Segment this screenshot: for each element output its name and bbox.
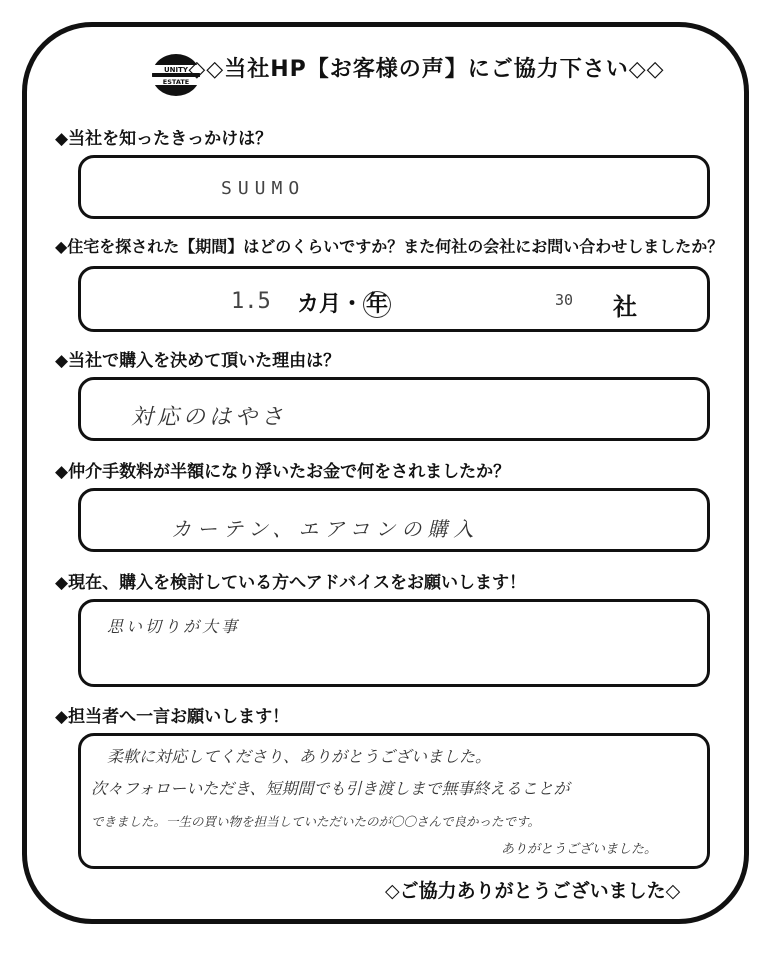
footer-thanks: ◇ご協力ありがとうございました◇ bbox=[385, 880, 681, 902]
page-title: ◇◇当社HP【お客様の声】にご協力下さい◇◇ bbox=[188, 57, 665, 82]
question-savings: ◆仲介手数料が半額になり浮いたお金で何をされましたか？ bbox=[55, 462, 511, 482]
logo-text-top: UNITY bbox=[164, 66, 188, 74]
period-units: カ月・ 年 bbox=[297, 287, 391, 318]
answer-box-advice bbox=[78, 599, 710, 687]
answer-reason: 対応のはやさ bbox=[131, 405, 288, 430]
question-period: ◆住宅を探された【期間】はどのくらいですか？また何社の会社にお問い合わせしましたか？ bbox=[55, 237, 724, 256]
period-value: 1.5 bbox=[231, 289, 271, 314]
message-line-3: できました。一生の買い物を担当していただいたのが〇〇さんで良かったです。 bbox=[91, 814, 541, 829]
company-unit: 社 bbox=[613, 293, 637, 321]
message-line-4: ありがとうございました。 bbox=[501, 842, 658, 857]
answer-savings: カーテン、エアコンの購入 bbox=[171, 517, 480, 541]
answer-box-savings bbox=[78, 488, 710, 552]
answer-source: SUUMO bbox=[221, 178, 306, 199]
question-reason: ◆当社で購入を決めて頂いた理由は？ bbox=[55, 351, 341, 371]
answer-box-message bbox=[78, 733, 710, 869]
question-source: ◆当社を知ったきっかけは？ bbox=[55, 129, 273, 149]
message-line-1: 柔軟に対応してくださり、ありがとうございました。 bbox=[107, 747, 492, 766]
answer-box-source bbox=[78, 155, 710, 219]
answer-box-period bbox=[78, 266, 710, 332]
logo-text-bottom: ESTATE bbox=[162, 78, 190, 86]
company-value: 30 bbox=[555, 291, 574, 309]
question-message: ◆担当者へ一言お願いします！ bbox=[55, 707, 290, 727]
message-line-2: 次々フォローいただき、短期間でも引き渡しまで無事終えることが bbox=[91, 779, 570, 798]
answer-box-reason bbox=[78, 377, 710, 441]
answer-advice: 思い切りが大事 bbox=[107, 617, 241, 636]
question-advice: ◆現在、購入を検討している方へアドバイスをお願いします！ bbox=[55, 573, 527, 593]
